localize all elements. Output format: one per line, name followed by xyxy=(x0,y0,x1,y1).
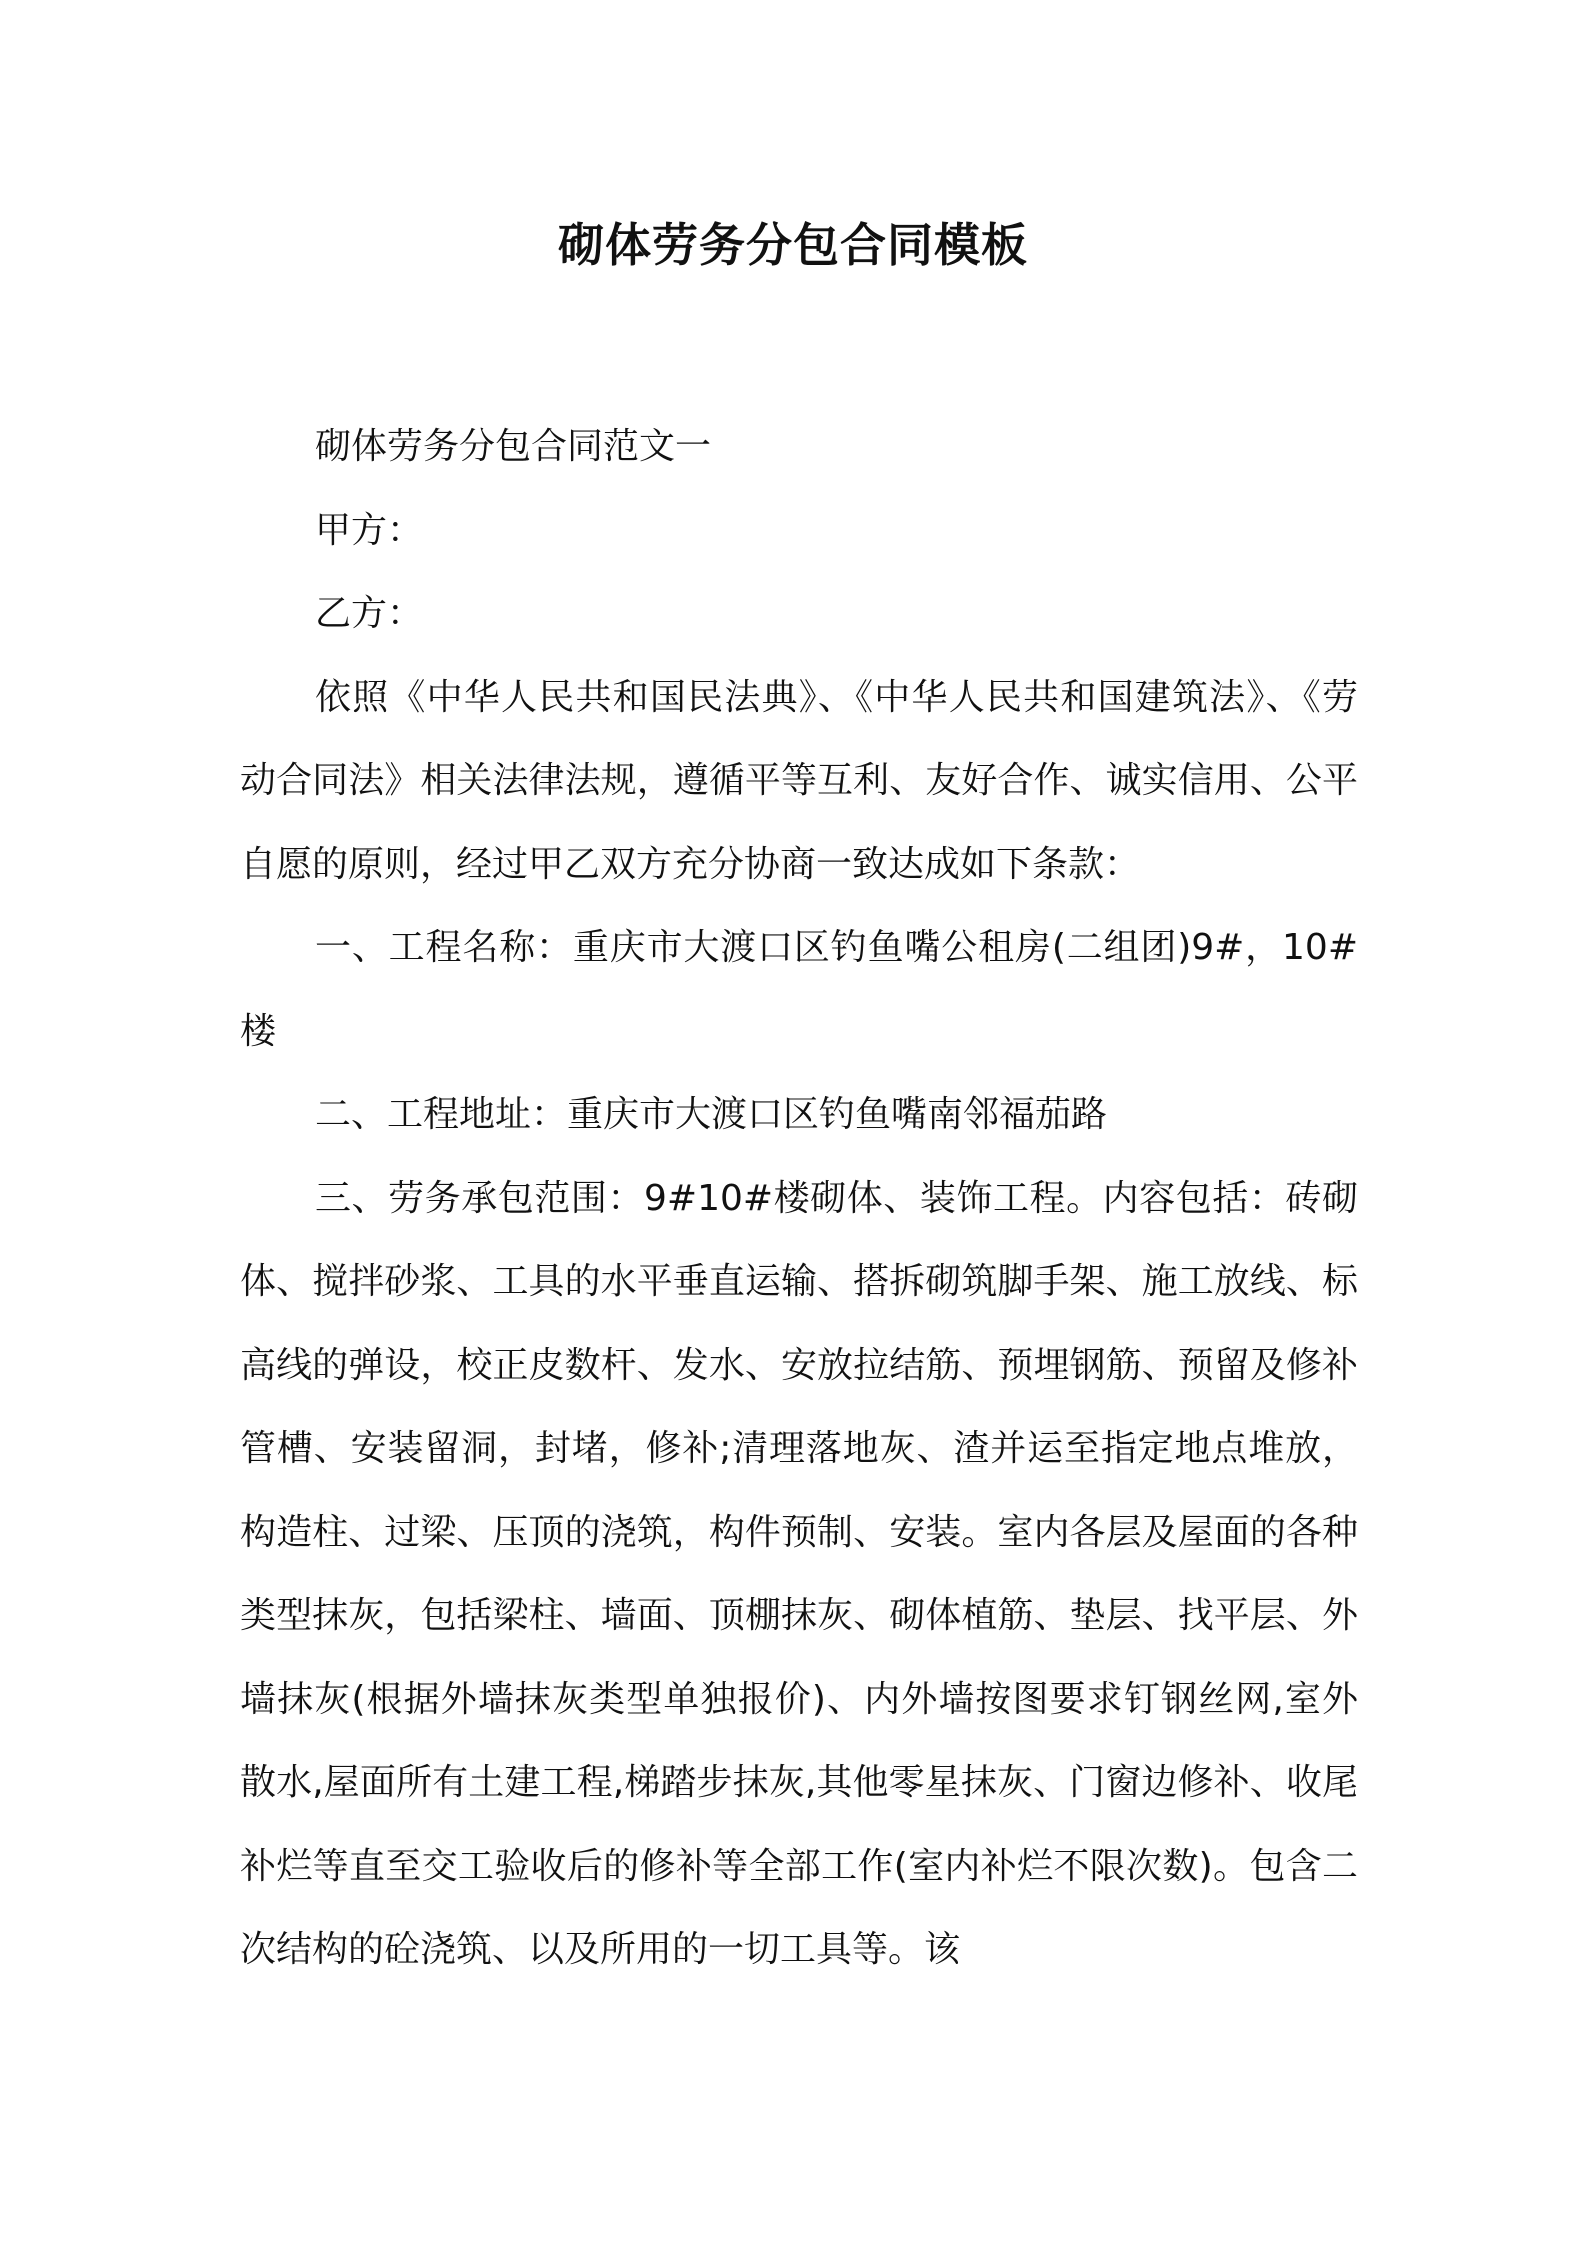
party-b-label: 乙方： xyxy=(315,593,424,634)
clause-project-name: 一、工程名称：重庆市大渡口区钓鱼嘴公租房(二组团)9#，10#楼 xyxy=(240,927,1358,1052)
document-title: 砌体劳务分包合同模板 xyxy=(558,218,1028,272)
clause-project-address: 二、工程地址：重庆市大渡口区钓鱼嘴南邻福茄路 xyxy=(315,1094,1108,1135)
clause-labor-scope: 三、劳务承包范围：9#10#楼砌体、装饰工程。内容包括：砖砌体、搅拌砂浆、工具的水平垂直运输、搭拆砌筑脚手架、施工放线、标高线的弹设，校正皮数杆、发水、安放拉结筋、预埋钢筋、预留及修补管槽、安装留洞，封堵，修补;清理落地灰、渣并运至指定地点堆放，构造柱、过梁、压顶的浇筑，构件预制、安装。室内各层及屋面的各种类型抹灰，包括梁柱、墙面、顶棚抹灰、砌体植筋、垫层、找平层、外墙抹灰(根据外墙抹灰类型单独报价)、内外墙按图要求钉钢丝网,室外散水,屋面所有土建工程,梯踏步抹灰,其他零星抹灰、门窗边修补、收尾补烂等直至交工验收后的修补等全部工作(室内补烂不限次数)。包含二次结构的砼浇筑、以及所用的一切工具等。该 xyxy=(240,1177,1358,1970)
document-subtitle: 砌体劳务分包合同范文一 xyxy=(315,426,712,467)
document-body xyxy=(240,405,1358,1992)
party-a-label: 甲方： xyxy=(315,509,424,551)
preamble-paragraph: 依照《中华人民共和国民法典》、《中华人民共和国建筑法》、《劳动合同法》相关法律法规，遵循平等互利、友好合作、诚实信用、公平自愿的原则，经过甲乙双方充分协商一致达成如下条款： xyxy=(240,676,1358,885)
